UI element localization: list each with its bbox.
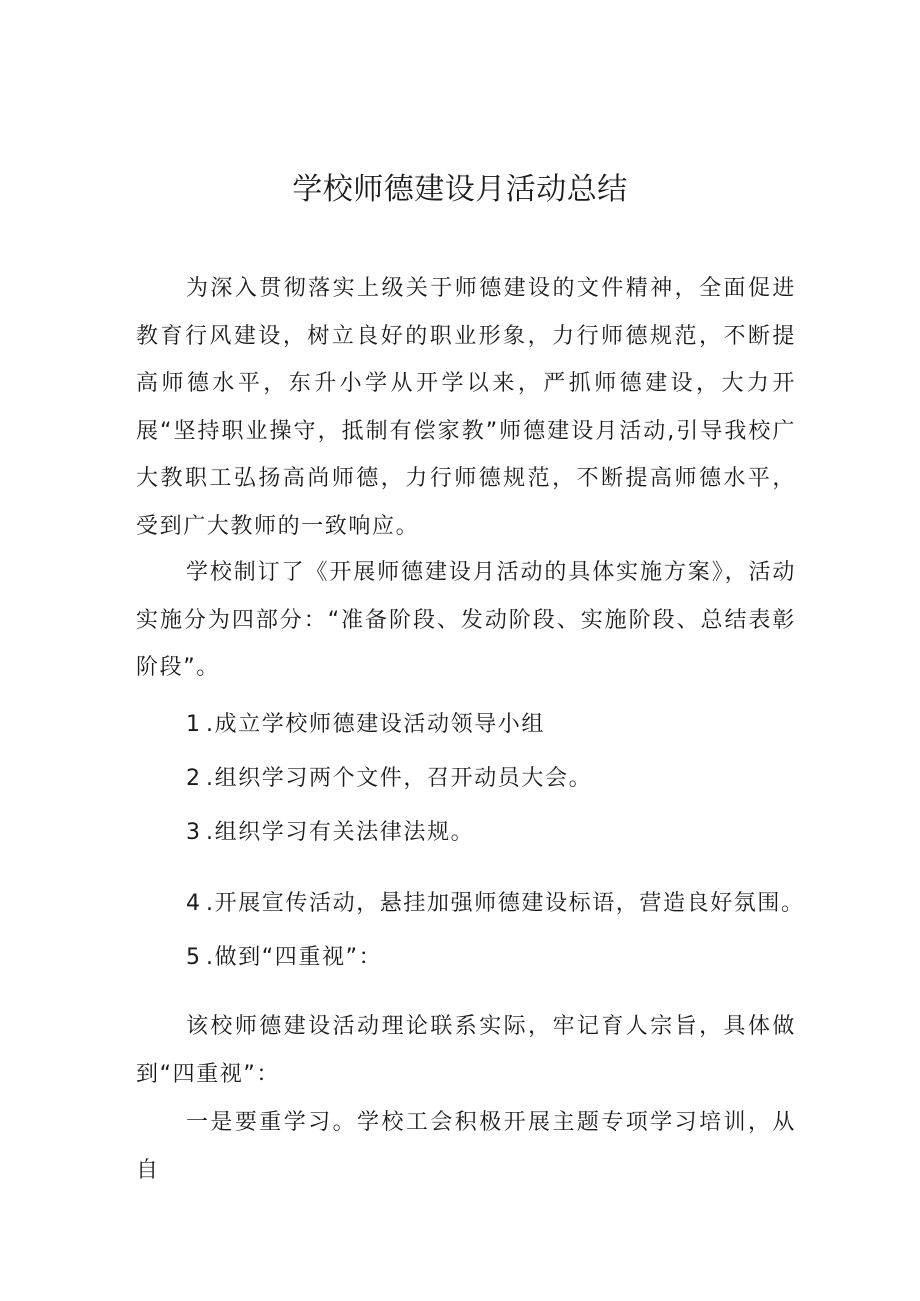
list-item-text: .组织学习有关法律法规。 — [206, 820, 475, 845]
list-item — [186, 813, 826, 853]
list-item-text: .开展宣传活动，悬挂加强师德建设标语，营造良好氛围。 — [206, 891, 805, 916]
paragraph-first-emphasis: 一是要重学习。学校工会积极开展主题专项学习培训，从自 — [136, 1110, 796, 1183]
list-item — [186, 759, 826, 799]
list-item — [186, 705, 826, 745]
list-item-number: 2 — [186, 766, 202, 791]
list-item-number: 4 — [186, 891, 202, 916]
list-item-text: .成立学校师德建设活动领导小组 — [206, 712, 545, 737]
list-item — [186, 938, 826, 978]
paragraph-intro: 为深入贯彻落实上级关于师德建设的文件精神，全面促进教育行风建设，树立良好的职业形象，力行师德规范，不断提高师德水平，东升小学从开学以来，严抓师德建设，大力开展“坚持职业操守，抵制有偿家教”师德建设月活动,引导我校广大教职工弘扬高尚师德，力行师德规范，不断提高师德水平，受到广大教师的一致响应。 — [136, 276, 796, 539]
list-item-number: 5 — [186, 945, 202, 970]
list-item-text: .做到“四重视”： — [206, 945, 383, 970]
list-item-text: .组织学习两个文件，召开动员大会。 — [206, 766, 593, 791]
list-item — [186, 884, 826, 924]
paragraph-plan: 学校制订了《开展师德建设月活动的具体实施方案》，活动实施分为四部分：“准备阶段、发动阶段、实施阶段、总结表彰阶段”。 — [136, 560, 796, 680]
paragraph-four-emphases: 该校师德建设活动理论联系实际，牢记育人宗旨，具体做到“四重视”： — [136, 1014, 796, 1087]
list-item-number: 1 — [186, 712, 202, 737]
list-item-number: 3 — [186, 820, 202, 845]
document-title: 学校师德建设月活动总结 — [292, 172, 628, 207]
